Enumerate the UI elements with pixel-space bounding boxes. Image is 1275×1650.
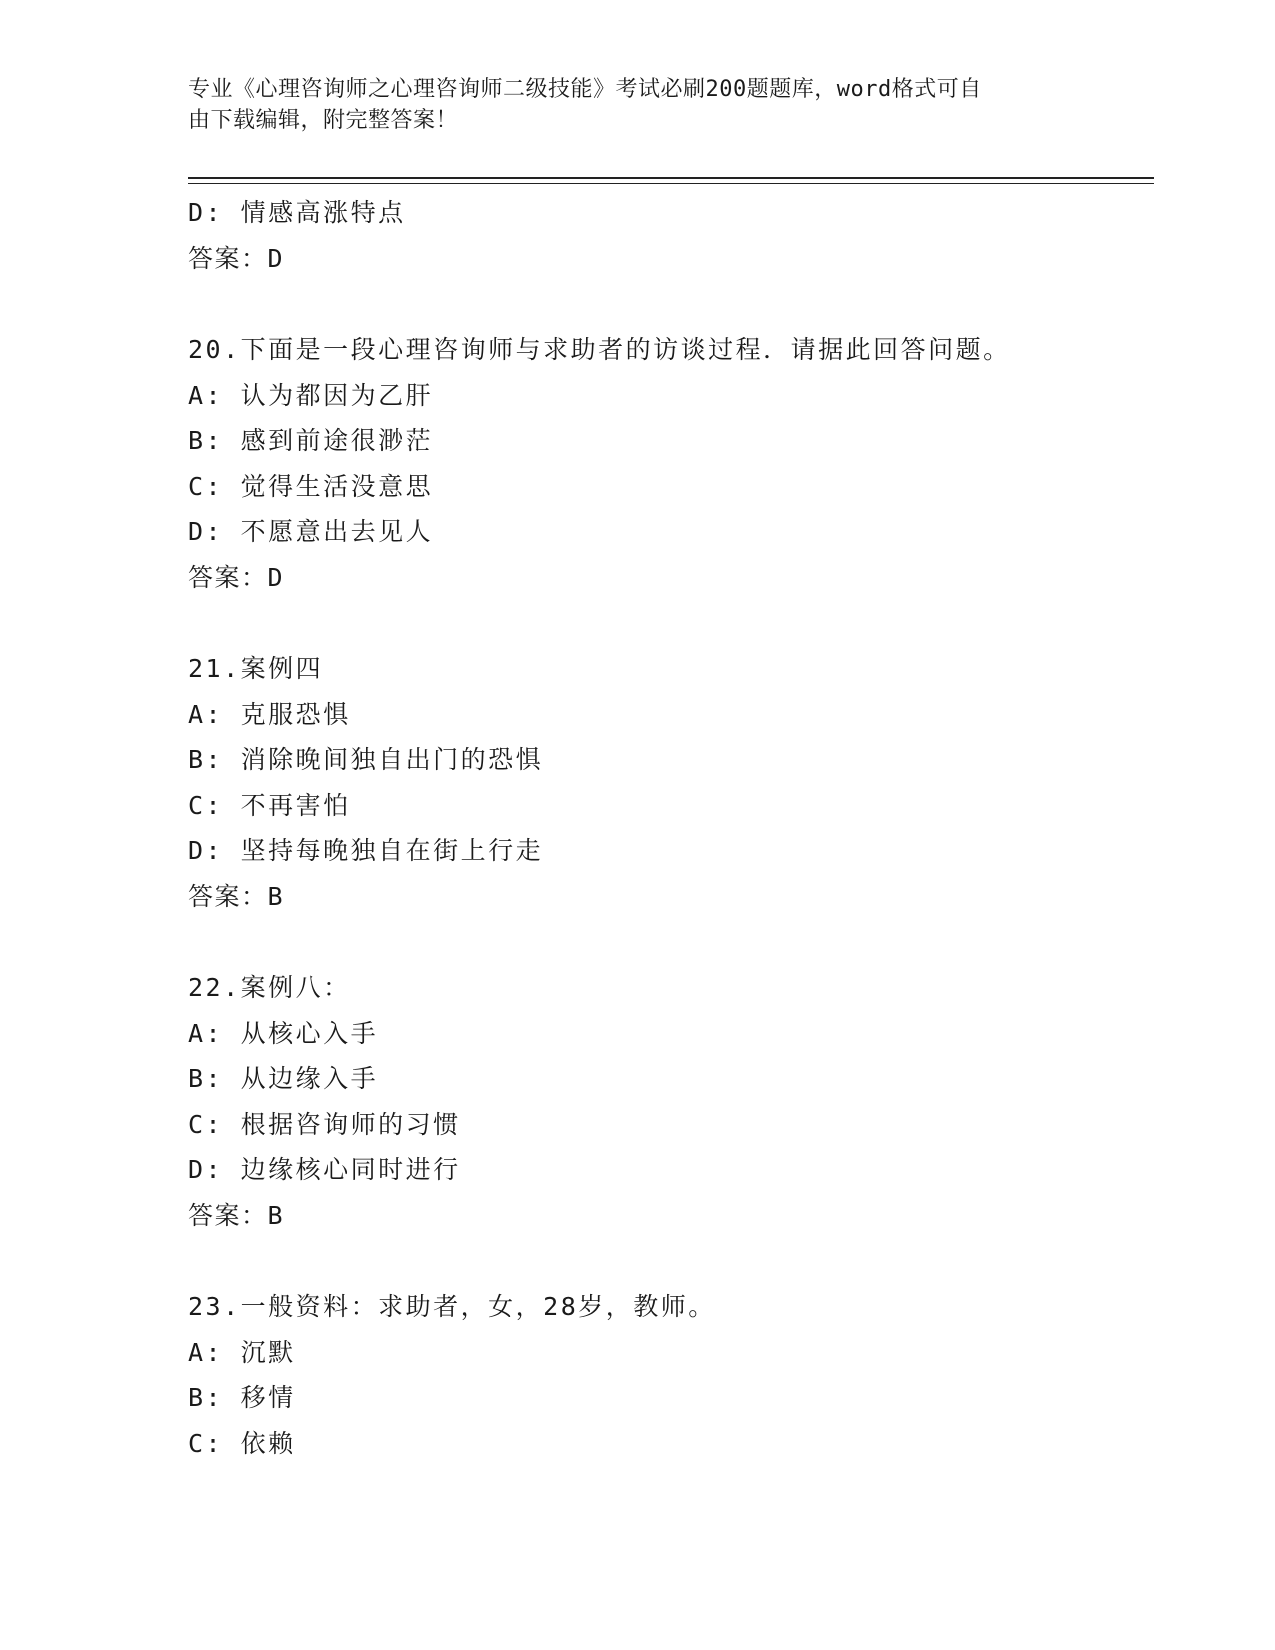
question-stem: 21.案例四	[188, 654, 324, 683]
question-block-22	[188, 965, 1148, 1238]
option-d: D: 不愿意出去见人	[188, 517, 434, 546]
option-d: D: 情感高涨特点	[188, 198, 406, 227]
option-a: A: 克服恐惧	[188, 699, 351, 729]
question-stem: 22.案例八：	[188, 973, 351, 1002]
option-a: A: 从核心入手	[188, 1018, 379, 1048]
header-divider-thin	[188, 183, 1154, 184]
option-b: B: 消除晚间独自出门的恐惧	[188, 745, 544, 774]
header-line-2: 由下载编辑，附完整答案！	[188, 108, 459, 133]
option-d: D: 边缘核心同时进行	[188, 1155, 461, 1184]
question-block-20	[188, 327, 1148, 600]
option-b: B: 移情	[188, 1383, 296, 1412]
answer-line: 答案：D	[188, 243, 285, 273]
question-stem: 23.一般资料：求助者，女，28岁，教师。	[188, 1292, 716, 1321]
option-c: C: 觉得生活没意思	[188, 471, 434, 501]
option-a: A: 沉默	[188, 1337, 296, 1367]
option-c: C: 不再害怕	[188, 790, 351, 820]
question-block-19-partial	[188, 190, 1148, 281]
option-b: B: 感到前途很渺茫	[188, 426, 434, 455]
option-c: C: 依赖	[188, 1428, 296, 1458]
answer-line: 答案：B	[188, 1200, 285, 1230]
answer-line: 答案：D	[188, 562, 285, 592]
question-list	[188, 190, 1148, 1466]
option-b: B: 从边缘入手	[188, 1064, 379, 1093]
header-divider-thick	[188, 177, 1154, 179]
answer-line: 答案：B	[188, 881, 285, 911]
question-block-23	[188, 1284, 1148, 1466]
question-block-21	[188, 646, 1148, 919]
header-line-1: 专业《心理咨询师之心理咨询师二级技能》考试必刷200题题库，word格式可自	[188, 77, 982, 102]
question-stem: 20.下面是一段心理咨询师与求助者的访谈过程．请据此回答问题。	[188, 335, 1011, 364]
document-header	[188, 74, 1068, 136]
option-d: D: 坚持每晚独自在街上行走	[188, 836, 544, 865]
option-a: A: 认为都因为乙肝	[188, 380, 434, 410]
option-c: C: 根据咨询师的习惯	[188, 1109, 461, 1139]
